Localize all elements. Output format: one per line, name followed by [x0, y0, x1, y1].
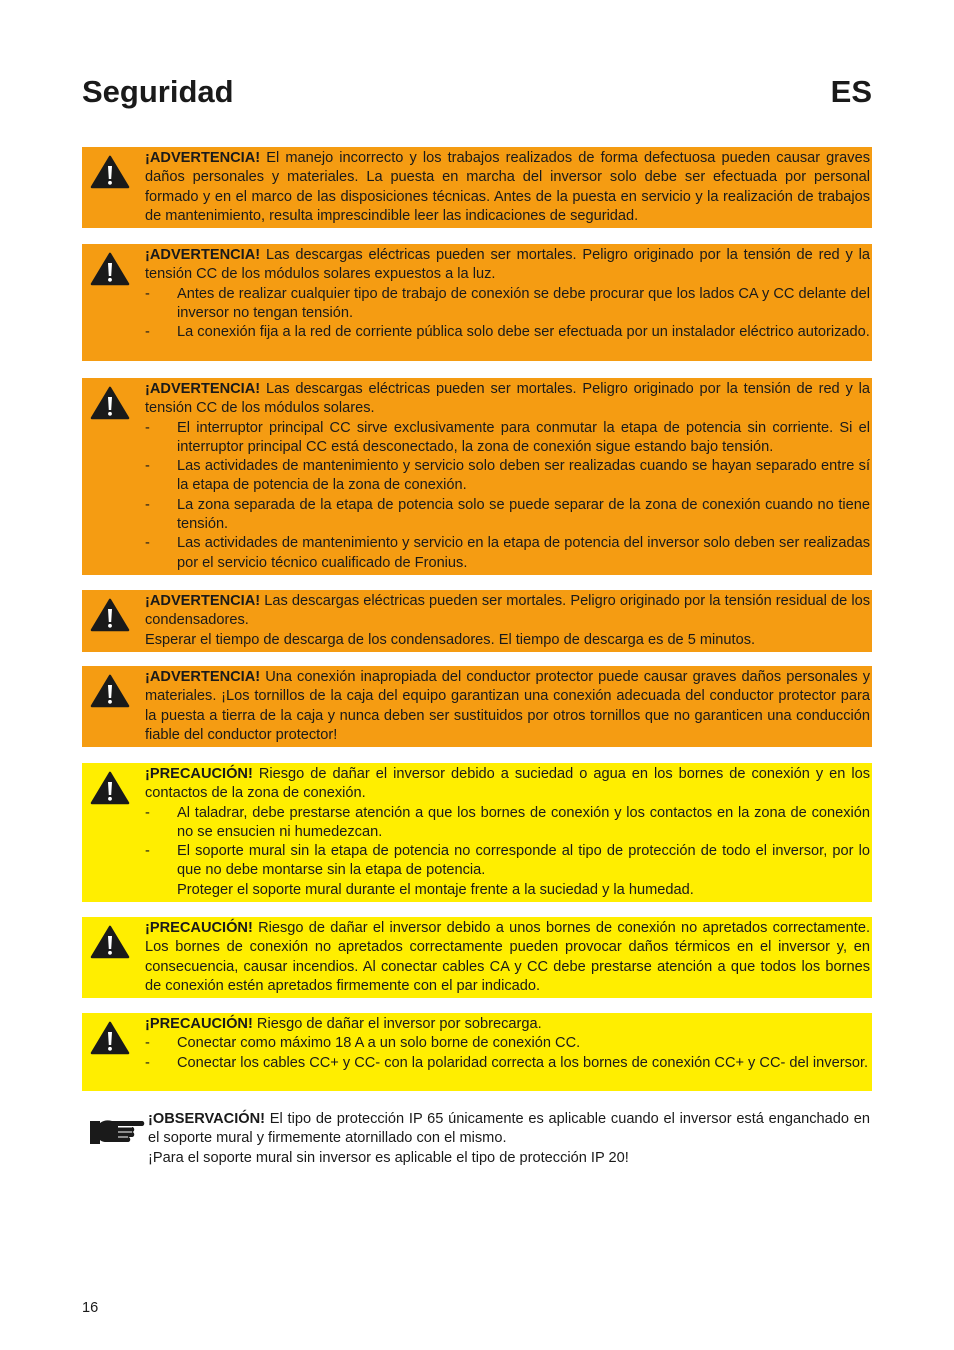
notice-warning [82, 244, 872, 361]
bullet-dash: - [145, 419, 150, 436]
bullet-list [145, 1034, 870, 1073]
notice-intro [145, 592, 870, 631]
warning-triangle-icon [90, 925, 130, 959]
notice-label: ¡ADVERTENCIA! [145, 150, 261, 166]
list-item [145, 323, 870, 342]
notice-intro [148, 1110, 870, 1149]
notice-label: ¡OBSERVACIÓN! [148, 1111, 266, 1127]
list-item [145, 804, 870, 843]
notice-label: ¡ADVERTENCIA! [145, 381, 261, 397]
notice-label: ¡PRECAUCIÓN! [145, 766, 253, 782]
notice-intro [145, 149, 870, 226]
warning-triangle-icon [90, 598, 130, 632]
notice-intro [145, 380, 870, 419]
notice-text [145, 149, 870, 226]
bullet-dash: - [145, 1054, 150, 1071]
bullet-dash: - [145, 324, 150, 341]
notice-extra: ¡Para el soporte mural sin inversor es aplicable el tipo de protección IP 20! [148, 1149, 629, 1166]
notice-text [145, 765, 870, 900]
bullet-text: El soporte mural sin la etapa de potencia no corresponde al tipo de protección de todo el inversor, por lo que no debe montarse sin la etapa de potencia. Proteger el soporte mural durante el montaje frente a la suciedad y la humedad. [177, 843, 870, 898]
notice-extra: Esperar el tiempo de descarga de los condensadores. El tiempo de descarga es de 5 minutos. [145, 631, 756, 648]
notice-text [145, 668, 870, 745]
bullet-text: Las actividades de mantenimiento y servicio en la etapa de potencia del inversor solo deben ser realizadas por el servicio técnico cualificado de Fronius. [177, 535, 870, 571]
bullet-dash: - [145, 804, 150, 821]
notice-text [145, 380, 870, 573]
bullet-text: Al taladrar, debe prestarse atención a que los bornes de conexión y los contactos en la zona de conexión no se ensucien ni humedezcan. [177, 804, 870, 840]
bullet-list [145, 419, 870, 573]
notice-intro [145, 1015, 870, 1034]
bullet-dash: - [145, 843, 150, 860]
language-code: ES [830, 74, 872, 109]
notice-intro [145, 246, 870, 285]
list-item [145, 842, 870, 900]
notice-body: El tipo de protección IP 65 únicamente es aplicable cuando el inversor está enganchado en el soporte mural y firmemente atornillado con el mismo. [148, 1111, 870, 1147]
page-title: Seguridad [82, 74, 234, 109]
bullet-dash: - [145, 458, 150, 475]
warning-triangle-icon [90, 1021, 130, 1055]
notice-label: ¡ADVERTENCIA! [145, 593, 261, 609]
notice-text [145, 246, 870, 342]
bullet-dash: - [145, 1035, 150, 1052]
warning-triangle-icon [90, 252, 130, 286]
list-item [145, 457, 870, 496]
list-item [145, 496, 870, 535]
bullet-text: La conexión fija a la red de corriente pública solo debe ser efectuada por un instalador eléctrico autorizado. [177, 324, 870, 341]
bullet-list [145, 804, 870, 900]
warning-triangle-icon [90, 674, 130, 708]
notice-body: El manejo incorrecto y los trabajos realizados de forma defectuosa pueden causar graves daños personales y materiales. La puesta en marcha del inversor solo debe ser efectuada por personal formado y en el marco de las disposiciones técnicas. Antes de la puesta en servicio y la realización de trabajos de mantenimiento, resulta imprescindible leer las indicaciones de seguridad. [145, 150, 870, 224]
notice-warning [82, 147, 872, 228]
bullet-text: El interruptor principal CC sirve exclusivamente para conmutar la etapa de potencia sin corriente. Si el interruptor principal CC está desconectado, la zona de conexión sigue estando bajo tensión. [177, 419, 870, 455]
notice-body: Las descargas eléctricas pueden ser mortales. Peligro originado por la tensión residual de los condensadores. [145, 593, 871, 629]
warning-triangle-icon [90, 771, 130, 805]
notice-label: ¡PRECAUCIÓN! [145, 920, 253, 936]
notice-text [145, 592, 870, 650]
bullet-text: La zona separada de la etapa de potencia solo se puede separar de la zona de conexión cuando no tiene tensión. [177, 496, 870, 533]
list-item [145, 534, 870, 573]
bullet-text: Antes de realizar cualquier tipo de trabajo de conexión se debe procurar que los lados CA y CC delante del inversor no tengan tensión. [177, 285, 870, 321]
bullet-text: Conectar los cables CC+ y CC- con la polaridad correcta a los bornes de conexión CC+ y CC- del inversor. [177, 1054, 869, 1071]
bullet-list [145, 285, 870, 343]
list-item [145, 1034, 870, 1053]
notice-body: Riesgo de dañar el inversor debido a unos bornes de conexión no apretados correctamente. Los bornes de conexión no apretados correctamente pueden provocar daños térmicos en el inversor y, en consecuencia, causar incendios. Al conectar cables CA y CC debe prestarse atención a que todos los bornes de conexión estén apretados firmemente con el par indicado. [145, 920, 870, 994]
notice-label: ¡ADVERTENCIA! [145, 669, 261, 685]
notice-warning [82, 590, 872, 652]
notice-caution [82, 1013, 872, 1091]
notice-text [145, 1015, 870, 1073]
notice-body: Una conexión inapropiada del conductor protector puede causar graves daños personales y materiales. ¡Los tornillos de la caja del equipo garantizan una conexión adecuada del conductor protector para la puesta a tierra de la caja y nunca deben ser sustituidos por otros tornillos que no garanticen una conducción fiable del conductor protector! [145, 669, 870, 743]
notice-intro [145, 919, 870, 996]
warning-triangle-icon [90, 155, 130, 189]
notice-label: ¡PRECAUCIÓN! [145, 1016, 253, 1032]
notice-text [145, 919, 870, 996]
notice-body: Las descargas eléctricas pueden ser mortales. Peligro originado por la tensión de red y la tensión CC de los módulos solares. [145, 381, 870, 417]
pointing-hand-icon [88, 1114, 146, 1148]
notice-intro [145, 668, 870, 745]
bullet-dash: - [145, 285, 150, 302]
notice-caution [82, 763, 872, 902]
bullet-dash: - [145, 496, 150, 513]
list-item [145, 419, 870, 458]
bullet-dash: - [145, 535, 150, 552]
notice-body: Las descargas eléctricas pueden ser mortales. Peligro originado por la tensión de red y la tensión CC de los módulos solares expuestos a la luz. [145, 247, 870, 283]
notice-caution [82, 917, 872, 998]
notice-text [148, 1110, 870, 1168]
warning-triangle-icon [90, 386, 130, 420]
notice-body: Riesgo de dañar el inversor debido a suciedad o agua en los bornes de conexión y en los contactos de la zona de conexión. [145, 766, 870, 802]
notice-intro [145, 765, 870, 804]
bullet-text: Conectar como máximo 18 A a un solo borne de conexión CC. [177, 1035, 581, 1052]
bullet-text: Las actividades de mantenimiento y servicio solo deben ser realizadas cuando se hayan separado entre sí la etapa de potencia de la zona de conexión. [177, 458, 870, 494]
notice-label: ¡ADVERTENCIA! [145, 247, 261, 263]
list-item [145, 285, 870, 324]
notice-body: Riesgo de dañar el inversor por sobrecarga. [256, 1016, 542, 1032]
notice-note [82, 1108, 872, 1170]
page-number: 16 [82, 1300, 99, 1316]
notice-warning [82, 378, 872, 575]
notice-warning [82, 666, 872, 747]
list-item [145, 1054, 870, 1073]
